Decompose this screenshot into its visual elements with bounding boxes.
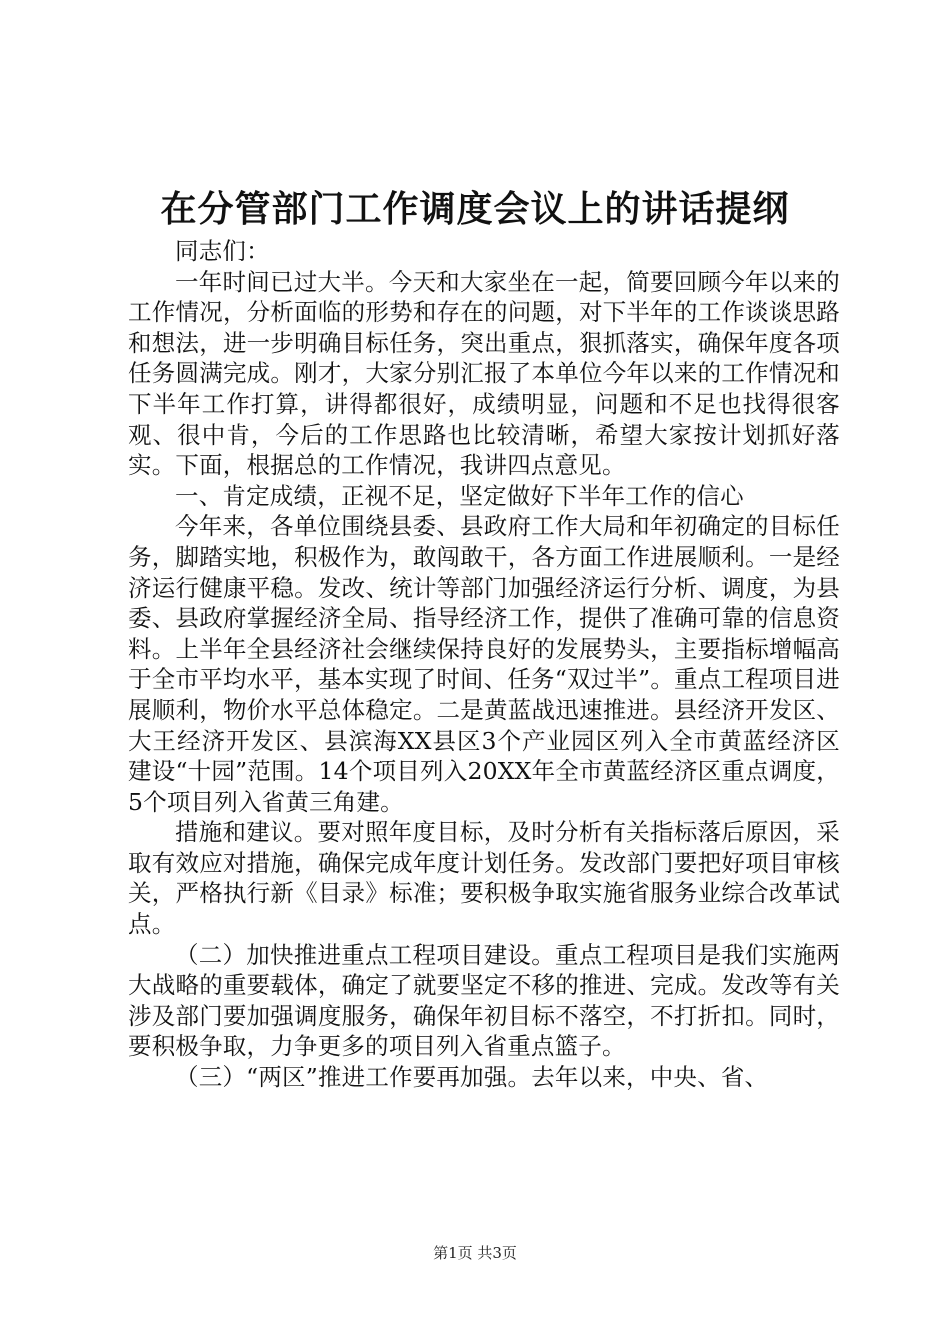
- document-body: [128, 236, 840, 1093]
- intro-paragraph: 一年时间已过大半。今天和大家坐在一起，简要回顾今年以来的工作情况，分析面临的形势和存在的问题，对下半年的工作谈谈思路和想法，进一步明确目标任务，突出重点，狠抓落实，确保年度各项任务圆满完成。刚才，大家分别汇报了本单位今年以来的工作情况和下半年工作打算，讲得都很好，成绩明显，问题和不足也找得很客观、很中肯，今后的工作思路也比较清晰，希望大家按计划抓好落实。下面，根据总的工作情况，我讲四点意见。: [128, 267, 840, 480]
- salutation-paragraph: 同志们：: [175, 237, 270, 265]
- body-paragraph: （二）加快推进重点工程项目建设。重点工程项目是我们实施两大战略的重要载体，确定了就要坚定不移的推进、完成。发改等有关涉及部门要加强调度服务，确保年初目标不落空，不打折扣。同时，要积极争取，力争更多的项目列入省重点篮子。: [128, 940, 840, 1061]
- section-heading: 一、肯定成绩，正视不足，坚定做好下半年工作的信心: [175, 481, 744, 510]
- body-paragraph: （三）“两区”推进工作要再加强。去年以来，中央、省、: [175, 1063, 769, 1092]
- page-number: 第1页: [433, 1244, 473, 1262]
- page-total: 共3页: [477, 1244, 517, 1262]
- body-paragraph: 措施和建议。要对照年度目标，及时分析有关指标落后原因，采取有效应对措施，确保完成年度计划任务。发改部门要把好项目审核关，严格执行新《目录》标准；要积极争取实施省服务业综合改革试点。: [128, 818, 840, 939]
- body-paragraph: 今年来，各单位围绕县委、县政府工作大局和年初确定的目标任务，脚踏实地，积极作为，敢闯敢干，各方面工作进展顺利。一是经济运行健康平稳。发改、统计等部门加强经济运行分析、调度，为县委、县政府掌握经济全局、指导经济工作，提供了准确可靠的信息资料。上半年全县经济社会继续保持良好的发展势头，主要指标增幅高于全市平均水平，基本实现了时间、任务“双过半”。重点工程项目进展顺利，物价水平总体稳定。二是黄蓝战迅速推进。县经济开发区、大王经济开发区、县滨海XX县区3个产业园区列入全市黄蓝经济区建设“十园”范围。14个项目列入20XX年全市黄蓝经济区重点调度，5个项目列入省黄三角建。: [128, 512, 840, 816]
- page-footer: [0, 1242, 950, 1264]
- document-title: 在分管部门工作调度会议上的讲话提纲: [160, 188, 790, 230]
